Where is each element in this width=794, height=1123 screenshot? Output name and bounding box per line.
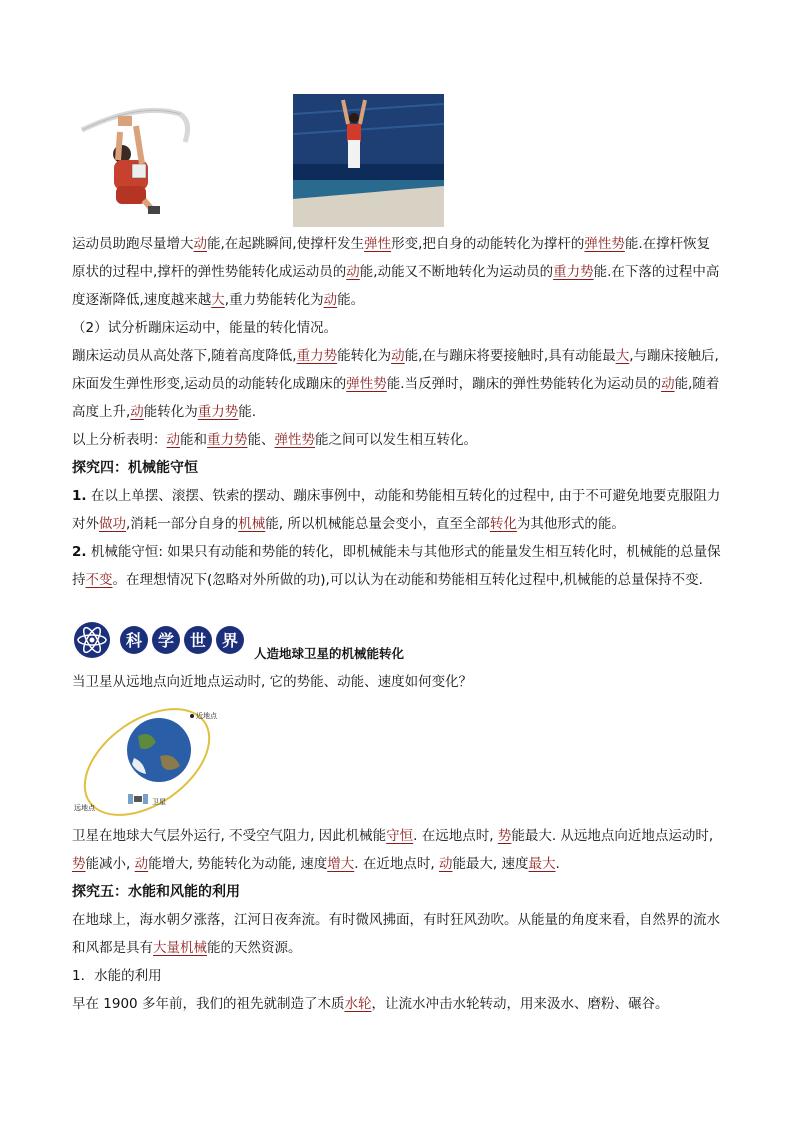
text: 能转化为 bbox=[143, 404, 198, 420]
text: 能增大, 势能转化为动能, 速度 bbox=[148, 856, 328, 872]
answer-blank: 转化 bbox=[489, 516, 517, 532]
text: 以上分析表明： bbox=[72, 432, 167, 448]
text: 能,在起跳瞬间,使撑杆发生 bbox=[207, 236, 365, 252]
answer-blank: 动 bbox=[166, 432, 180, 448]
text: 能,在与蹦床将要接触时,具有动能最 bbox=[404, 348, 616, 364]
answer-blank: 势 bbox=[72, 856, 86, 872]
answer-blank: 不变 bbox=[85, 572, 113, 588]
text: 运动员助跑尽量增大 bbox=[72, 236, 194, 252]
text: 能减小, bbox=[85, 856, 135, 872]
text: . 在近地点时, bbox=[354, 856, 439, 872]
banner-char: 学 bbox=[157, 631, 175, 650]
answer-blank: 大 bbox=[211, 292, 225, 308]
text: 能, 所以机械能总量会变小，直至全部 bbox=[265, 516, 490, 532]
text: 能.在下落的过程中高度逐渐降低,速度越来越 bbox=[72, 264, 720, 308]
text: ,重力势能转化为 bbox=[224, 292, 324, 308]
answer-blank: 水轮 bbox=[344, 996, 372, 1012]
satellite-answer-and-section-five bbox=[72, 822, 722, 1018]
text: 形变,把自身的动能转化为撑杆的 bbox=[391, 236, 585, 252]
answer-blank: 动 bbox=[661, 376, 675, 392]
answer-blank: 守恒 bbox=[386, 828, 414, 844]
text: 能的天然资源。 bbox=[207, 940, 302, 956]
answer-blank: 动 bbox=[438, 856, 453, 872]
subheading: 1．水能的利用 bbox=[72, 968, 162, 984]
science-world-banner bbox=[72, 620, 472, 662]
banner-char: 世 bbox=[189, 631, 207, 650]
text: 能最大. 从远地点向近地点运动时, bbox=[511, 828, 714, 844]
answer-blank: 重力势 bbox=[553, 264, 594, 280]
near-point-label: 近地点 bbox=[196, 712, 217, 720]
top-illustrations bbox=[0, 92, 794, 228]
item-number: 1. bbox=[72, 488, 87, 504]
text: 机械能守恒: 如果只有动能和势能的转化，即机械能未与其他形式的能量发生相互转化时，机械能的总量保持 bbox=[72, 544, 721, 588]
answer-blank: 弹性 bbox=[364, 236, 392, 252]
satellite-question bbox=[72, 668, 722, 696]
text: 早在 1900 多年前，我们的祖先就制造了木质 bbox=[72, 996, 345, 1012]
banner-char: 界 bbox=[221, 631, 239, 650]
text: 能.当反弹时，蹦床的弹性势能转化为运动员的 bbox=[386, 376, 662, 392]
text: . bbox=[555, 856, 560, 872]
text: 能转化为 bbox=[337, 348, 392, 364]
answer-blank: 增大 bbox=[327, 856, 355, 872]
answer-blank: 重力势 bbox=[207, 432, 248, 448]
text: 在以上单摆、滚摆、铁索的摆动、蹦床事例中，动能和势能相互转化的过程中, 由于不可避免地要克服阻力对外 bbox=[72, 488, 721, 532]
text: . 在远地点时, bbox=[413, 828, 498, 844]
text: ,与蹦床接触后,床面发生弹性形变,运动员的动能转化成蹦床的 bbox=[72, 348, 719, 392]
item-number: 2. bbox=[72, 544, 87, 560]
answer-blank: 做功 bbox=[99, 516, 126, 532]
text: 。在理想情况下(忽略对外所做的功),可以认为在动能和势能相互转化过程中,机械能的总量保持不变. bbox=[112, 572, 703, 588]
trampoline-photo bbox=[293, 94, 444, 227]
satellite-orbit-diagram bbox=[72, 700, 224, 818]
section-heading: 探究五：水能和风能的利用 bbox=[72, 884, 240, 900]
answer-blank: 动 bbox=[323, 292, 338, 308]
text: 能。 bbox=[337, 292, 365, 308]
answer-blank: 动 bbox=[193, 236, 207, 252]
text: 能.在撑杆恢复原状的过程中,撑杆的弹性势能转化成运动员的 bbox=[72, 236, 711, 280]
text: 在地球上，海水朝夕涨落，江河日夜奔流。有时微风拂面，有时狂风劲吹。从能量的角度来看，自然界的流水和风都是具有 bbox=[72, 912, 720, 956]
answer-blank: 大量 bbox=[153, 940, 180, 956]
question: 当卫星从远地点向近地点运动时, 它的势能、动能、速度如何变化？ bbox=[72, 674, 473, 690]
answer-blank: 弹性势 bbox=[584, 236, 625, 252]
pole-vault-analysis bbox=[72, 230, 722, 594]
answer-blank: 大 bbox=[615, 348, 630, 364]
text: 能最大, 速度 bbox=[452, 856, 529, 872]
answer-blank: 动 bbox=[134, 856, 149, 872]
paragraph bbox=[72, 342, 722, 426]
paragraph bbox=[72, 538, 722, 594]
satellite-label: 卫星 bbox=[152, 798, 166, 806]
paragraph bbox=[72, 482, 722, 538]
answer-blank: 弹性势 bbox=[346, 376, 387, 392]
answer-blank: 弹性势 bbox=[274, 432, 315, 448]
text: 能、 bbox=[247, 432, 275, 448]
text: 卫星在地球大气层外运行, 不受空气阻力, 因此机械能 bbox=[72, 828, 387, 844]
text: 能,动能又不断地转化为运动员的 bbox=[359, 264, 554, 280]
answer-blank: 机械 bbox=[180, 940, 207, 956]
text: ，让流水冲击水轮转动，用来汲水、磨粉、碾谷。 bbox=[371, 996, 669, 1012]
far-point-label: 远地点 bbox=[74, 804, 95, 812]
banner-char: 科 bbox=[125, 631, 143, 650]
answer-blank: 重力势 bbox=[296, 348, 338, 364]
answer-blank: 重力势 bbox=[197, 404, 239, 420]
text: 能,随着高度上升, bbox=[72, 376, 720, 420]
section-heading: 探究四：机械能守恒 bbox=[72, 460, 198, 476]
answer-blank: 动 bbox=[130, 404, 144, 420]
text: ,消耗一部分自身的 bbox=[126, 516, 239, 532]
text: 能. bbox=[238, 404, 257, 420]
text: 能之间可以发生相互转化。 bbox=[315, 432, 477, 448]
atom-icon bbox=[72, 620, 252, 662]
banner-title: 人造地球卫星的机械能转化 bbox=[254, 646, 405, 661]
text: 为其他形式的能。 bbox=[516, 516, 625, 532]
pole-vault-photo bbox=[80, 102, 190, 217]
answer-blank: 势 bbox=[497, 828, 512, 844]
paragraph bbox=[72, 230, 722, 314]
answer-blank: 动 bbox=[391, 348, 405, 364]
answer-blank: 最大 bbox=[528, 856, 556, 872]
answer-blank: 机械 bbox=[238, 516, 266, 532]
paragraph bbox=[72, 990, 722, 1018]
question: （2）试分析蹦床运动中，能量的转化情况。 bbox=[72, 320, 338, 336]
text: 能和 bbox=[180, 432, 207, 448]
text: 蹦床运动员从高处落下,随着高度降低, bbox=[72, 348, 297, 364]
paragraph bbox=[72, 426, 722, 454]
answer-blank: 动 bbox=[346, 264, 360, 280]
paragraph bbox=[72, 906, 722, 962]
paragraph bbox=[72, 822, 722, 878]
